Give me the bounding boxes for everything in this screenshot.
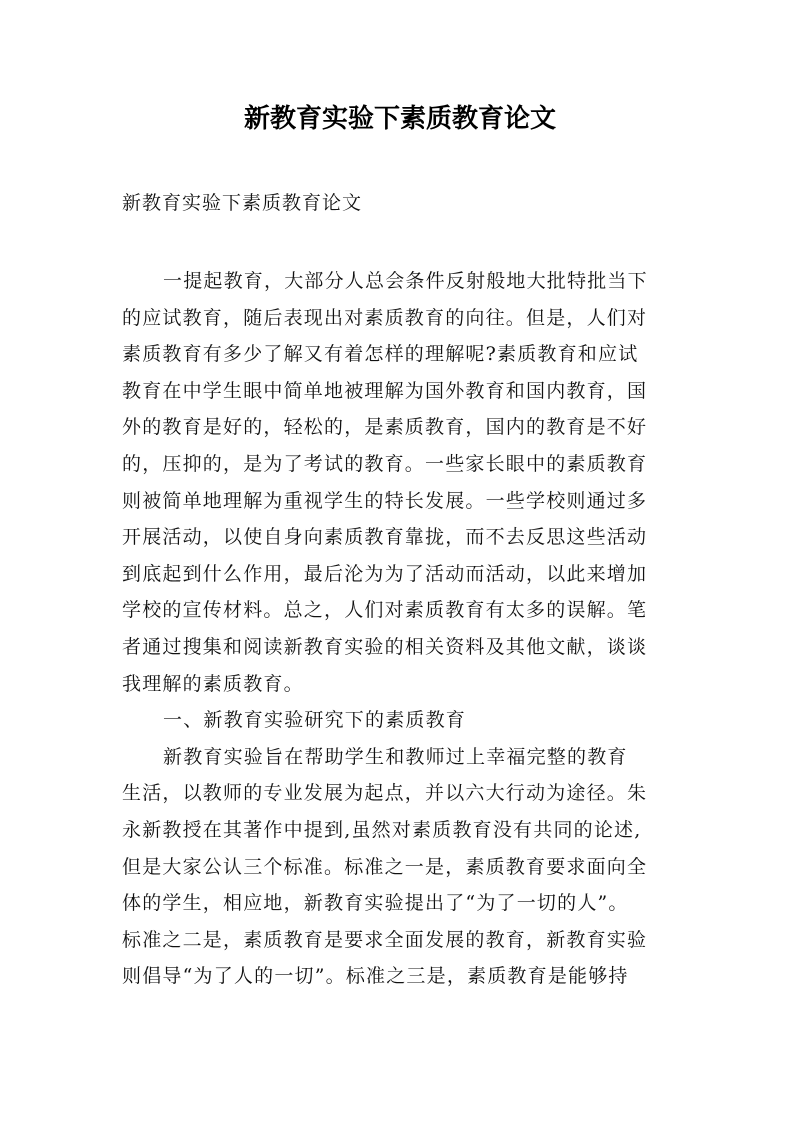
body-line: 外的教育是好的，轻松的，是素质教育，国内的教育是不好 — [122, 416, 648, 439]
body-line: 标准之二是，素质教育是要求全面发展的教育，新教育实验 — [122, 928, 648, 951]
body-line: 生活，以教师的专业发展为起点，并以六大行动为途径。朱 — [122, 782, 648, 805]
body-line: 素质教育有多少了解又有着怎样的理解呢?素质教育和应试 — [122, 343, 639, 366]
body-line: 教育在中学生眼中简单地被理解为国外教育和国内教育，国 — [122, 379, 648, 402]
body-line: 开展活动，以使自身向素质教育靠拢，而不去反思这些活动 — [122, 526, 648, 549]
body-line: 新教育实验旨在帮助学生和教师过上幸福完整的教育 — [163, 745, 628, 768]
body-line: 者通过搜集和阅读新教育实验的相关资料及其他文献，谈谈 — [122, 635, 648, 658]
body-line: 则被简单地理解为重视学生的特长发展。一些学校则通过多 — [122, 489, 648, 512]
document-title: 新教育实验下素质教育论文 — [243, 104, 556, 134]
body-line: 但是大家公认三个标准。标准之一是，素质教育要求面向全 — [122, 855, 648, 878]
body-line: 的应试教育，随后表现出对素质教育的向往。但是，人们对 — [122, 306, 648, 329]
body-line: 永新教授在其著作中提到,虽然对素质教育没有共同的论述, — [122, 818, 642, 841]
body-line: 一提起教育，大部分人总会条件反射般地大批特批当下 — [163, 270, 648, 292]
body-line: 我理解的素质教育。 — [122, 672, 304, 695]
document-subtitle: 新教育实验下素质教育论文 — [122, 192, 363, 214]
body-line: 则倡导“为了人的一切”。标准之三是，素质教育是能够持 — [122, 965, 629, 988]
body-line: 学校的宣传材料。总之，人们对素质教育有太多的误解。笔 — [122, 599, 648, 622]
section-heading: 一、新教育实验研究下的素质教育 — [163, 709, 467, 732]
body-line: 到底起到什么作用，最后沦为为了活动而活动，以此来增加 — [122, 562, 648, 585]
document-body — [122, 263, 688, 995]
body-line: 体的学生，相应地，新教育实验提出了“为了一切的人”。 — [122, 892, 629, 915]
body-line: 的，压抑的，是为了考试的教育。一些家长眼中的素质教育 — [122, 452, 648, 475]
